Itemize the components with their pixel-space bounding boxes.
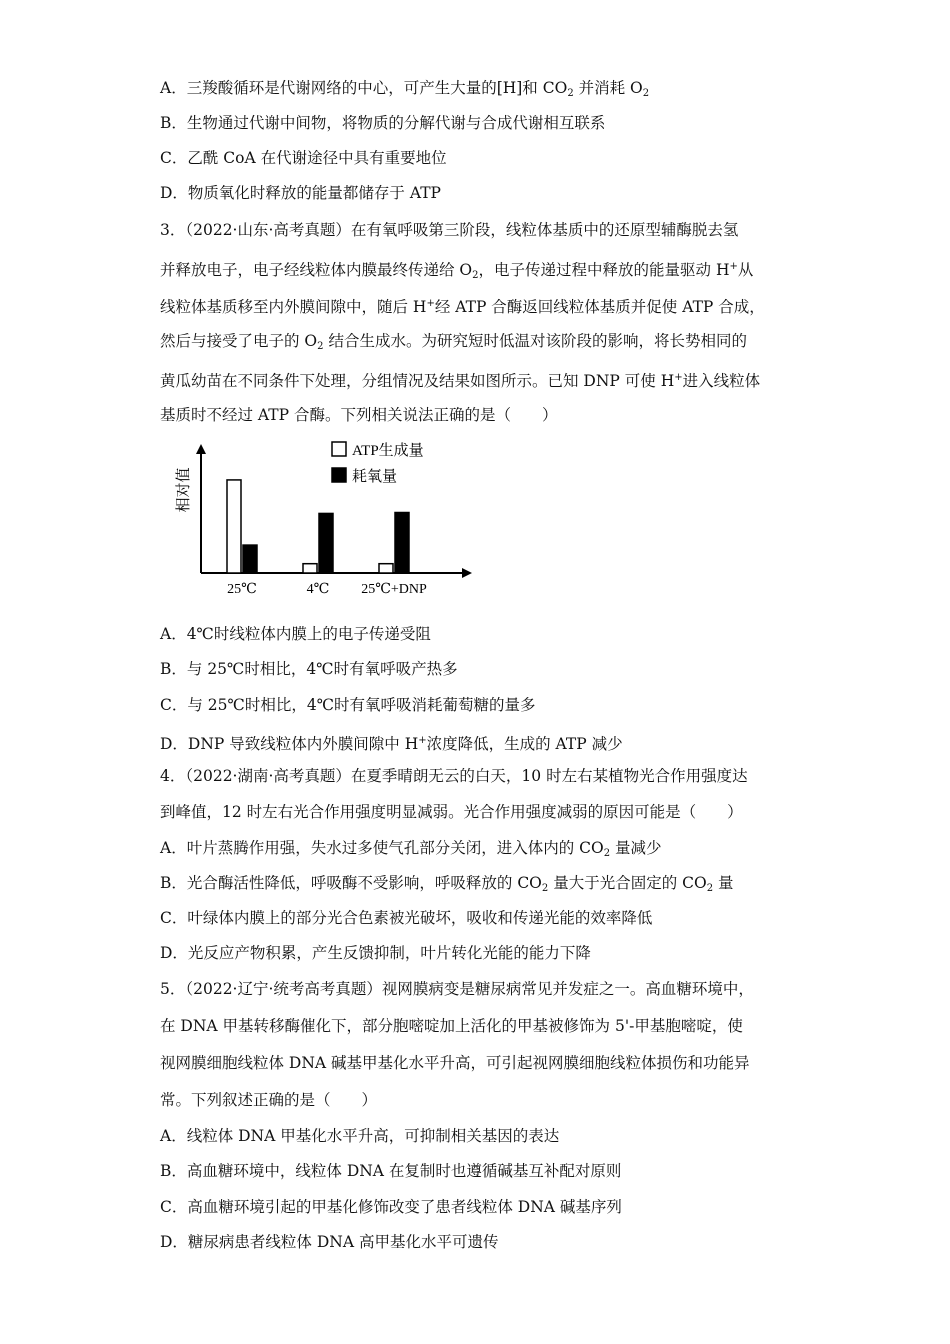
subscript: 2 <box>642 88 650 99</box>
q3-stem-text: ，电子传递过程中释放的能量驱动 H <box>478 261 730 279</box>
q5-option-d: D．糖尿病患者线粒体 DNA 高甲基化水平可遗传 <box>160 1233 499 1251</box>
bar-oxygen-2 <box>395 513 409 574</box>
q3-stem-text: 经 ATP 合酶返回线粒体基质并促使 ATP 合成， <box>434 298 765 316</box>
bar-atp-1 <box>303 564 317 573</box>
q3-option-d-text-2: 浓度降低，生成的 ATP 减少 <box>426 735 623 753</box>
q3-stem-text: 并释放电子，电子经线粒体内膜最终传递给 O <box>160 261 473 279</box>
superscript: + <box>729 261 738 272</box>
legend-label: 耗氧量 <box>352 469 398 485</box>
q3-option-a: A．4℃时线粒体内膜上的电子传递受阻 <box>160 625 431 643</box>
q3-stem-text: 线粒体基质移至内外膜间隙中，随后 H <box>160 298 427 316</box>
bar-oxygen-1 <box>319 513 333 573</box>
superscript: + <box>674 372 683 383</box>
q4-option-a-text-2: 量减少 <box>610 839 662 857</box>
q3-stem-text: 黄瓜幼苗在不同条件下处理，分组情况及结果如图所示。已知 DNP 可使 H <box>160 372 675 390</box>
chart-y-label: 相对值 <box>176 467 192 513</box>
x-tick-label: 4℃ <box>306 582 330 597</box>
q4-option-b-text: B．光合酶活性降低，呼吸酶不受影响，呼吸释放的 CO <box>160 874 542 892</box>
q3-stem-text: 从 <box>737 261 754 279</box>
q2-option-a-text: A．三羧酸循环是代谢网络的中心，可产生大量的[H]和 CO <box>160 79 568 97</box>
q4-option-a-text: A．叶片蒸腾作用强，失水过多使气孔部分关闭，进入体内的 CO <box>160 839 604 857</box>
x-tick-label: 25℃+DNP <box>361 582 427 597</box>
q4-stem-line-2: 到峰值，12 时左右光合作用强度明显减弱。光合作用强度减弱的原因可能是（ ） <box>160 803 743 821</box>
q3-stem-line-4 <box>160 331 747 357</box>
q3-stem-line-5 <box>160 368 760 391</box>
q4-option-a <box>160 838 662 864</box>
q5-option-c: C．高血糖环境引起的甲基化修饰改变了患者线粒体 DNA 碱基序列 <box>160 1198 622 1216</box>
q4-option-b-text-2: 量大于光合固定的 CO <box>548 874 707 892</box>
q2-option-a <box>160 78 649 104</box>
bar-atp-0 <box>227 480 241 573</box>
q4-option-b-text-3: 量 <box>713 874 734 892</box>
chart-svg <box>160 432 490 607</box>
legend-swatch <box>332 468 346 482</box>
q2-option-c: C．乙酰 CoA 在代谢途径中具有重要地位 <box>160 149 447 167</box>
q5-option-b: B．高血糖环境中，线粒体 DNA 在复制时也遵循碱基互补配对原则 <box>160 1162 622 1180</box>
chart-x-labels <box>227 582 427 597</box>
chart-legend <box>332 442 424 485</box>
q4-option-b <box>160 873 734 899</box>
y-axis-arrow <box>196 444 206 454</box>
q3-stem-line-1: 3．（2022·山东·高考真题）在有氧呼吸第三阶段，线粒体基质中的还原型辅酶脱去氢 <box>160 221 739 239</box>
q3-stem-text: 进入线粒体 <box>682 372 761 390</box>
x-axis-arrow <box>462 568 472 578</box>
q3-stem-text: 结合生成水。为研究短时低温对该阶段的影响，将长势相同的 <box>323 332 747 350</box>
q5-stem-line-4: 常。下列叙述正确的是（ ） <box>160 1091 378 1109</box>
subscript: 2 <box>317 341 324 352</box>
q5-option-a: A．线粒体 DNA 甲基化水平升高，可抑制相关基因的表达 <box>160 1127 560 1145</box>
q2-option-b: B．生物通过代谢中间物，将物质的分解代谢与合成代谢相互联系 <box>160 114 606 132</box>
legend-swatch <box>332 442 346 456</box>
q5-stem-line-1: 5．（2022·辽宁·统考高考真题）视网膜病变是糖尿病常见并发症之一。高血糖环境中， <box>160 980 754 998</box>
q4-option-d: D．光反应产物积累，产生反馈抑制，叶片转化光能的能力下降 <box>160 944 591 962</box>
subscript: 2 <box>603 848 611 859</box>
q3-stem-line-6: 基质时不经过 ATP 合酶。下列相关说法正确的是（ ） <box>160 406 558 424</box>
q3-stem-line-3 <box>160 294 765 317</box>
q5-stem-line-2: 在 DNA 甲基转移酶催化下，部分胞嘧啶加上活化的甲基被修饰为 5'-甲基胞嘧啶，使 <box>160 1017 743 1035</box>
q3-stem-line-2 <box>160 257 753 286</box>
bar-oxygen-0 <box>243 545 257 573</box>
q3-option-d-text: D．DNP 导致线粒体内外膜间隙中 H <box>160 735 419 753</box>
q3-option-b: B．与 25℃时相比，4℃时有氧呼吸产热多 <box>160 660 458 678</box>
legend-label: ATP生成量 <box>352 443 424 459</box>
q3-option-c: C．与 25℃时相比，4℃时有氧呼吸消耗葡萄糖的量多 <box>160 696 536 714</box>
subscript: 2 <box>706 883 714 894</box>
subscript: 2 <box>567 88 574 99</box>
q3-bar-chart <box>160 432 490 607</box>
q5-stem-line-3: 视网膜细胞线粒体 DNA 碱基甲基化水平升高，可引起视网膜细胞线粒体损伤和功能异 <box>160 1054 750 1072</box>
superscript: + <box>426 298 435 309</box>
q4-option-c: C．叶绿体内膜上的部分光合色素被光破坏，吸收和传递光能的效率降低 <box>160 909 653 927</box>
q2-option-d: D．物质氧化时释放的能量都储存于 ATP <box>160 184 441 202</box>
subscript: 2 <box>541 883 549 894</box>
q2-option-a-text-2: 并消耗 O <box>573 79 643 97</box>
q3-option-d <box>160 731 623 754</box>
q3-stem-text: 然后与接受了电子的 O <box>160 332 318 350</box>
subscript: 2 <box>472 270 479 281</box>
q4-stem-line-1: 4．（2022·湖南·高考真题）在夏季晴朗无云的白天，10 时左右某植物光合作用强度达 <box>160 767 748 785</box>
x-tick-label: 25℃ <box>227 582 257 597</box>
chart-bars <box>227 480 409 573</box>
superscript: + <box>418 735 427 746</box>
bar-atp-2 <box>379 564 393 573</box>
